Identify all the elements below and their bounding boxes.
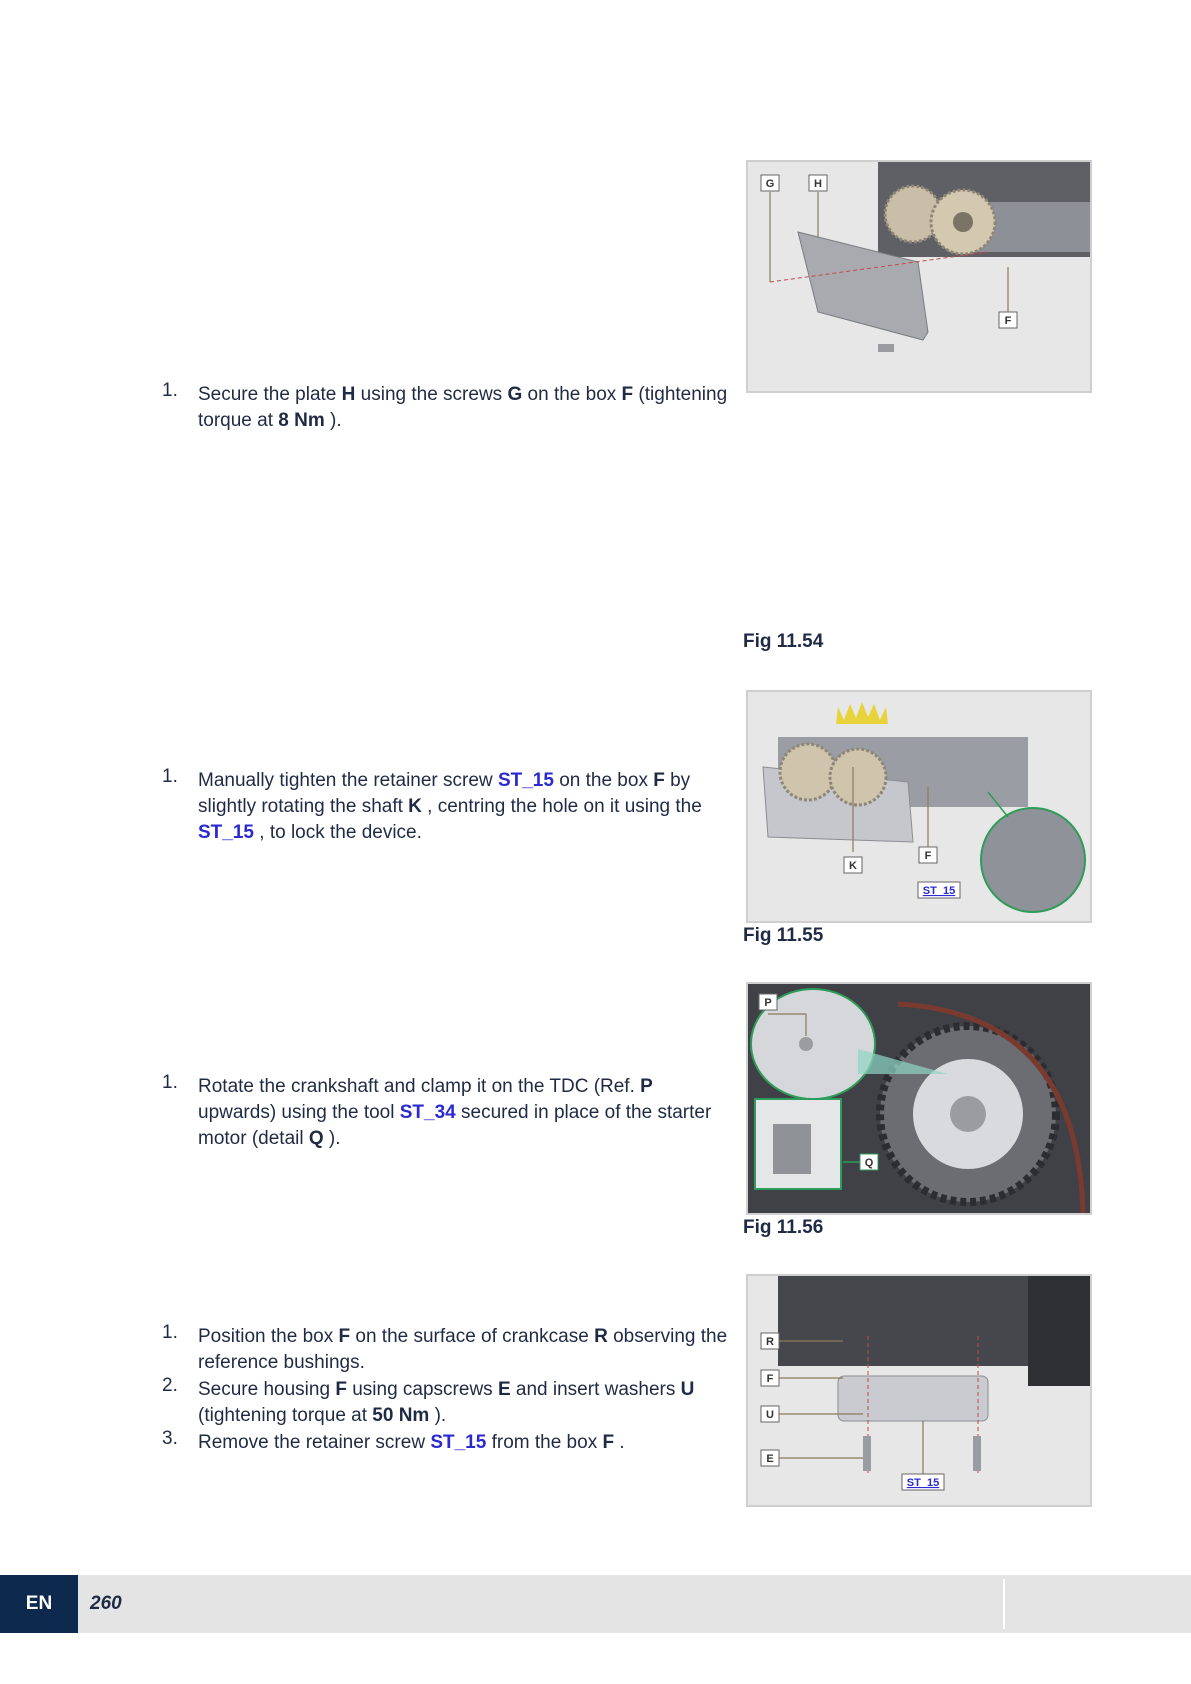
- tool-reference: ST_15: [430, 1432, 487, 1453]
- step-number: 1.: [162, 766, 178, 787]
- step-text: ).: [429, 1405, 447, 1426]
- step-text: Rotate the crankshaft and clamp it on the TDC (Ref.: [198, 1076, 641, 1097]
- callout-st-15-label: ST_15: [922, 885, 956, 897]
- step-text: Manually tighten the retainer screw: [198, 770, 498, 791]
- step-number: 1.: [162, 1322, 178, 1343]
- bold-reference: 8 Nm: [278, 410, 325, 431]
- language-badge: EN: [0, 1575, 78, 1633]
- rotation-indicator: [836, 702, 888, 724]
- figure-11-55-illustration: [748, 692, 1090, 921]
- callout-st-15: [918, 882, 960, 898]
- detail-magnifier: [981, 808, 1085, 912]
- reference-hole: [799, 1037, 813, 1051]
- bold-reference: K: [408, 796, 422, 817]
- callout-p-label: P: [764, 997, 772, 1009]
- step-text: on the box: [553, 770, 654, 791]
- callout-e: [761, 1450, 779, 1466]
- callout-q-label: Q: [864, 1157, 874, 1169]
- callout-e-label: E: [766, 1453, 774, 1465]
- page-footer: [0, 1575, 1191, 1633]
- step-text: (tightening torque at: [198, 384, 728, 431]
- callout-u-label: U: [766, 1409, 774, 1421]
- bold-reference: G: [507, 384, 523, 405]
- bold-reference: U: [680, 1379, 695, 1400]
- instruction-step: [158, 1074, 728, 1152]
- bold-reference: F: [338, 1326, 351, 1347]
- bold-reference: Q: [308, 1128, 324, 1149]
- step-number: 1.: [162, 380, 178, 401]
- instruction-step: [158, 1430, 728, 1456]
- step-text: Secure the plate: [198, 384, 342, 405]
- step-text: using capscrews: [346, 1379, 498, 1400]
- figure-crankcase-illustration: [748, 1276, 1090, 1505]
- tool-reference: ST_34: [399, 1102, 456, 1123]
- callout-f: [761, 1370, 779, 1386]
- step-text: ).: [323, 1128, 341, 1149]
- steps-section-4: [158, 1324, 728, 1457]
- callout-h-label: H: [814, 178, 822, 190]
- step-text: (tightening torque at: [198, 1405, 373, 1426]
- tool-st-34: [773, 1124, 811, 1174]
- figure-crankcase: [746, 1274, 1092, 1507]
- callout-st-15: [902, 1474, 944, 1490]
- steps-section-2: [158, 768, 728, 847]
- callout-k: [844, 857, 862, 873]
- step-text: from the box: [486, 1432, 603, 1453]
- screw-g: [878, 344, 894, 352]
- flywheel: [1028, 1276, 1090, 1386]
- bold-reference: F: [335, 1379, 347, 1400]
- step-text: on the box: [522, 384, 622, 405]
- step-number: 3.: [162, 1428, 178, 1449]
- step-text: Position the box: [198, 1326, 339, 1347]
- callout-g-label: G: [765, 178, 775, 190]
- callout-h: [809, 175, 827, 191]
- gear-right: [830, 749, 886, 805]
- step-text: Secure housing: [198, 1379, 336, 1400]
- gear-left: [780, 744, 836, 800]
- callout-f-label: F: [924, 850, 932, 862]
- capscrew-e: [863, 1436, 871, 1471]
- step-text: Remove the retainer screw: [198, 1432, 431, 1453]
- step-text: using the screws: [355, 384, 508, 405]
- bold-reference: R: [594, 1326, 608, 1347]
- instruction-step: [158, 382, 728, 434]
- step-text: ).: [324, 410, 342, 431]
- step-number: 2.: [162, 1375, 178, 1396]
- bold-reference: P: [640, 1076, 653, 1097]
- callout-f: [919, 847, 937, 863]
- callout-r: [761, 1333, 779, 1349]
- callout-g: [761, 175, 779, 191]
- step-text: , centring the hole on it using the: [421, 796, 702, 817]
- figure-11-54-illustration: [748, 162, 1090, 391]
- tool-reference: ST_15: [198, 822, 254, 843]
- figure-caption-11-54: Fig 11.54: [743, 631, 824, 652]
- step-text: and insert washers: [510, 1379, 681, 1400]
- step-text: secured in place of the starter motor (detail: [198, 1102, 712, 1149]
- callout-f: [999, 312, 1017, 328]
- footer-divider: [1003, 1579, 1005, 1629]
- bold-reference: 50 Nm: [372, 1405, 430, 1426]
- figure-caption-11-55: Fig 11.55: [743, 925, 824, 946]
- step-text: , to lock the device.: [253, 822, 422, 843]
- step-text: .: [614, 1432, 625, 1453]
- step-text: by slightly rotating the shaft: [198, 770, 691, 817]
- figure-11-54: [746, 160, 1092, 393]
- capscrew-e-2: [973, 1436, 981, 1471]
- figure-11-55: [746, 690, 1092, 923]
- callout-f-label: F: [766, 1373, 774, 1385]
- bold-reference: F: [602, 1432, 615, 1453]
- page-number: 260: [90, 1593, 122, 1614]
- callout-r-label: R: [766, 1336, 774, 1348]
- step-text: observing the reference bushings.: [198, 1326, 728, 1373]
- callout-st-15-label: ST_15: [906, 1477, 940, 1489]
- steps-section-3: [158, 1074, 728, 1153]
- figure-11-56-illustration: [748, 984, 1090, 1213]
- bold-reference: E: [497, 1379, 511, 1400]
- step-text: upwards) using the tool: [198, 1102, 400, 1123]
- callout-p: [759, 994, 777, 1010]
- callout-q: [860, 1154, 878, 1170]
- figure-11-56: [746, 982, 1092, 1215]
- pulley-hub: [950, 1096, 986, 1132]
- callout-f-label: F: [1004, 315, 1012, 327]
- callout-u: [761, 1406, 779, 1422]
- instruction-step: [158, 1324, 728, 1376]
- step-number: 1.: [162, 1072, 178, 1093]
- callout-k-label: K: [849, 860, 857, 872]
- tool-reference: ST_15: [497, 770, 554, 791]
- gear-hub: [953, 212, 973, 232]
- steps-section-1: [158, 382, 728, 435]
- instruction-step: [158, 1377, 728, 1429]
- step-text: on the surface of crankcase: [350, 1326, 595, 1347]
- bold-reference: H: [341, 384, 356, 405]
- bold-reference: F: [653, 770, 665, 791]
- figure-caption-11-56: Fig 11.56: [743, 1217, 824, 1238]
- instruction-step: [158, 768, 728, 846]
- bold-reference: F: [621, 384, 634, 405]
